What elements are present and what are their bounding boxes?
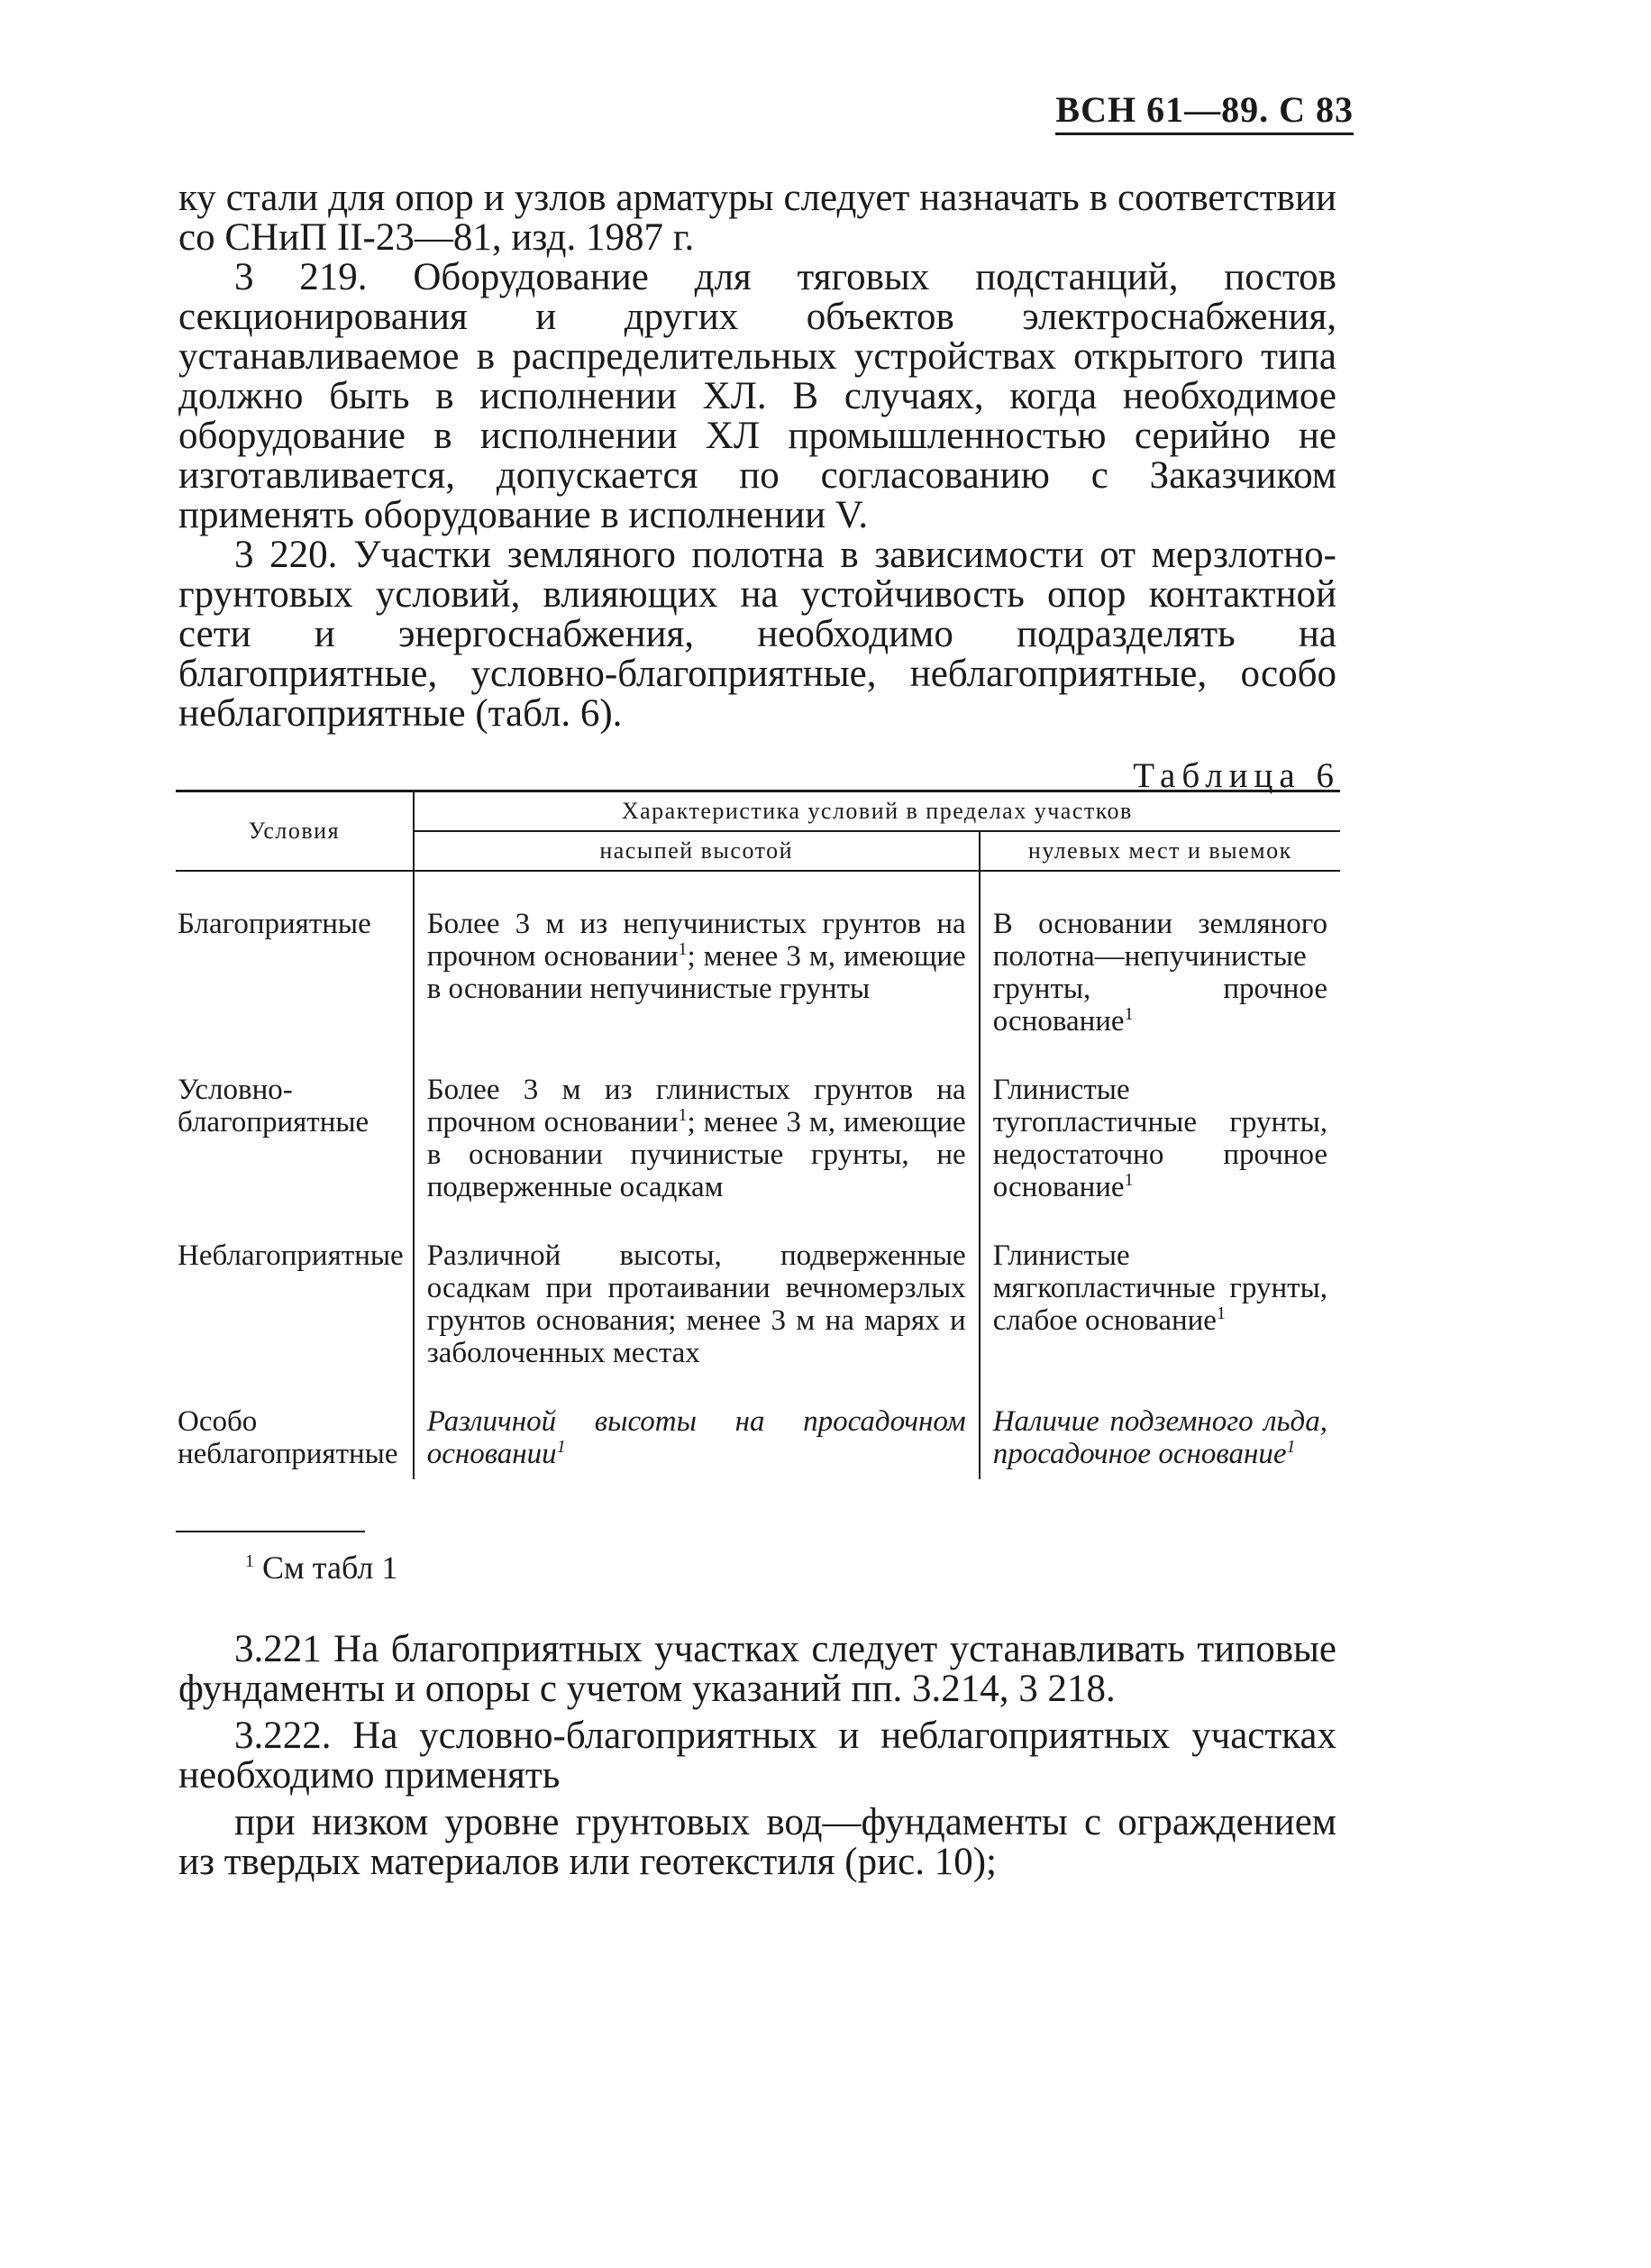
paragraph-ground-water: при низком уровне грунтовых вод—фундаменты с ограждением из твердых материалов или геотекстиля (рис. 10); [178,1801,1336,1883]
condition-cell: Неблагоприятные [176,1212,414,1378]
table-footnote: $^1$ См табл 1 [245,1550,398,1586]
table-caption: Таблица 6 [1133,756,1340,795]
paragraph-3-222: 3.222. На условно-благоприятных и неблагоприятных участках необходимо применять [178,1715,1336,1797]
text-block-top [178,178,1336,734]
header-group: Характеристика условий в пределах участков [414,791,1340,832]
paragraph-3-221: 3.221 На благоприятных участках следует устанавливать типовые фундаменты и опоры с учетом указаний пп. 3.214, 3 218. [178,1628,1336,1710]
footnote-divider [176,1531,365,1532]
header-cut: нулевых мест и выемок [980,831,1340,871]
cut-cell: Глинистые мягкопластичные грунты, слабое основание$^1$ [992,1239,1327,1337]
cut-cell: В основании земляного полотна—непучинистые грунты, прочное основание$^1$ [992,908,1327,1038]
paragraph-continuation: ку стали для опор и узлов арматуры следует назначать в соответствии со СНиП II-23—81, изд. 1987 г. [178,177,1336,259]
text-block-bottom [178,1630,1336,1882]
condition-cell: Условно-благоприятные [176,1047,414,1212]
table-row [176,1047,1340,1212]
condition-cell: Благоприятные [176,871,414,1047]
header-embankment: насыпей высотой [414,831,980,871]
header-conditions: Условия [176,791,414,872]
table-row [176,871,1340,1047]
table-row [176,1378,1340,1479]
embankment-cell: Различной высоты, подверженные осадкам при протаивании вечномерзлых грунтов основания; менее 3 м на марях и заболоченных местах [414,1212,980,1378]
table-6 [176,790,1340,1479]
paragraph-3-220: 3 220. Участки земляного полотна в зависимости от мерзлотно-грунтовых условий, влияющих на устойчивость опор контактной сети и энергоснабжения, необходимо подразделять на благоприятные, условно-благоприятные, неблагоприятные, особо неблагоприятные (табл. 6). [178,534,1336,735]
page-header: ВСН 61—89. С 83 [1055,88,1354,135]
table-row [176,1212,1340,1378]
condition-cell: Особо неблагоприятные [176,1378,414,1479]
cut-cell: Глинистые тугопластичные грунты, недостаточно прочное основание$^1$ [992,1074,1327,1203]
cut-cell: Наличие подземного льда, просадочное основание$^1$ [992,1405,1327,1470]
embankment-cell: Различной высоты на просадочном основании$^1$ [414,1378,980,1479]
paragraph-3-219: 3 219. Оборудование для тяговых подстанций, постов секционирования и других объектов электроснабжения, устанавливаемое в распределительных устройствах открытого типа должно быть в исполнении ХЛ. В случаях, когда необходимое оборудование в исполнении ХЛ промышленностью серийно не изготавливается, допускается по согласованию с Заказчиком применять оборудование в исполнении V. [178,256,1336,536]
embankment-cell: Более 3 м из непучинистых грунтов на прочном основании$^1$; менее 3 м, имеющие в основании непучинистые грунты [414,871,980,1047]
embankment-cell: Более 3 м из глинистых грунтов на прочном основании$^1$; менее 3 м, имеющие в основании пучинистые грунты, не подверженные осадкам [414,1047,980,1212]
